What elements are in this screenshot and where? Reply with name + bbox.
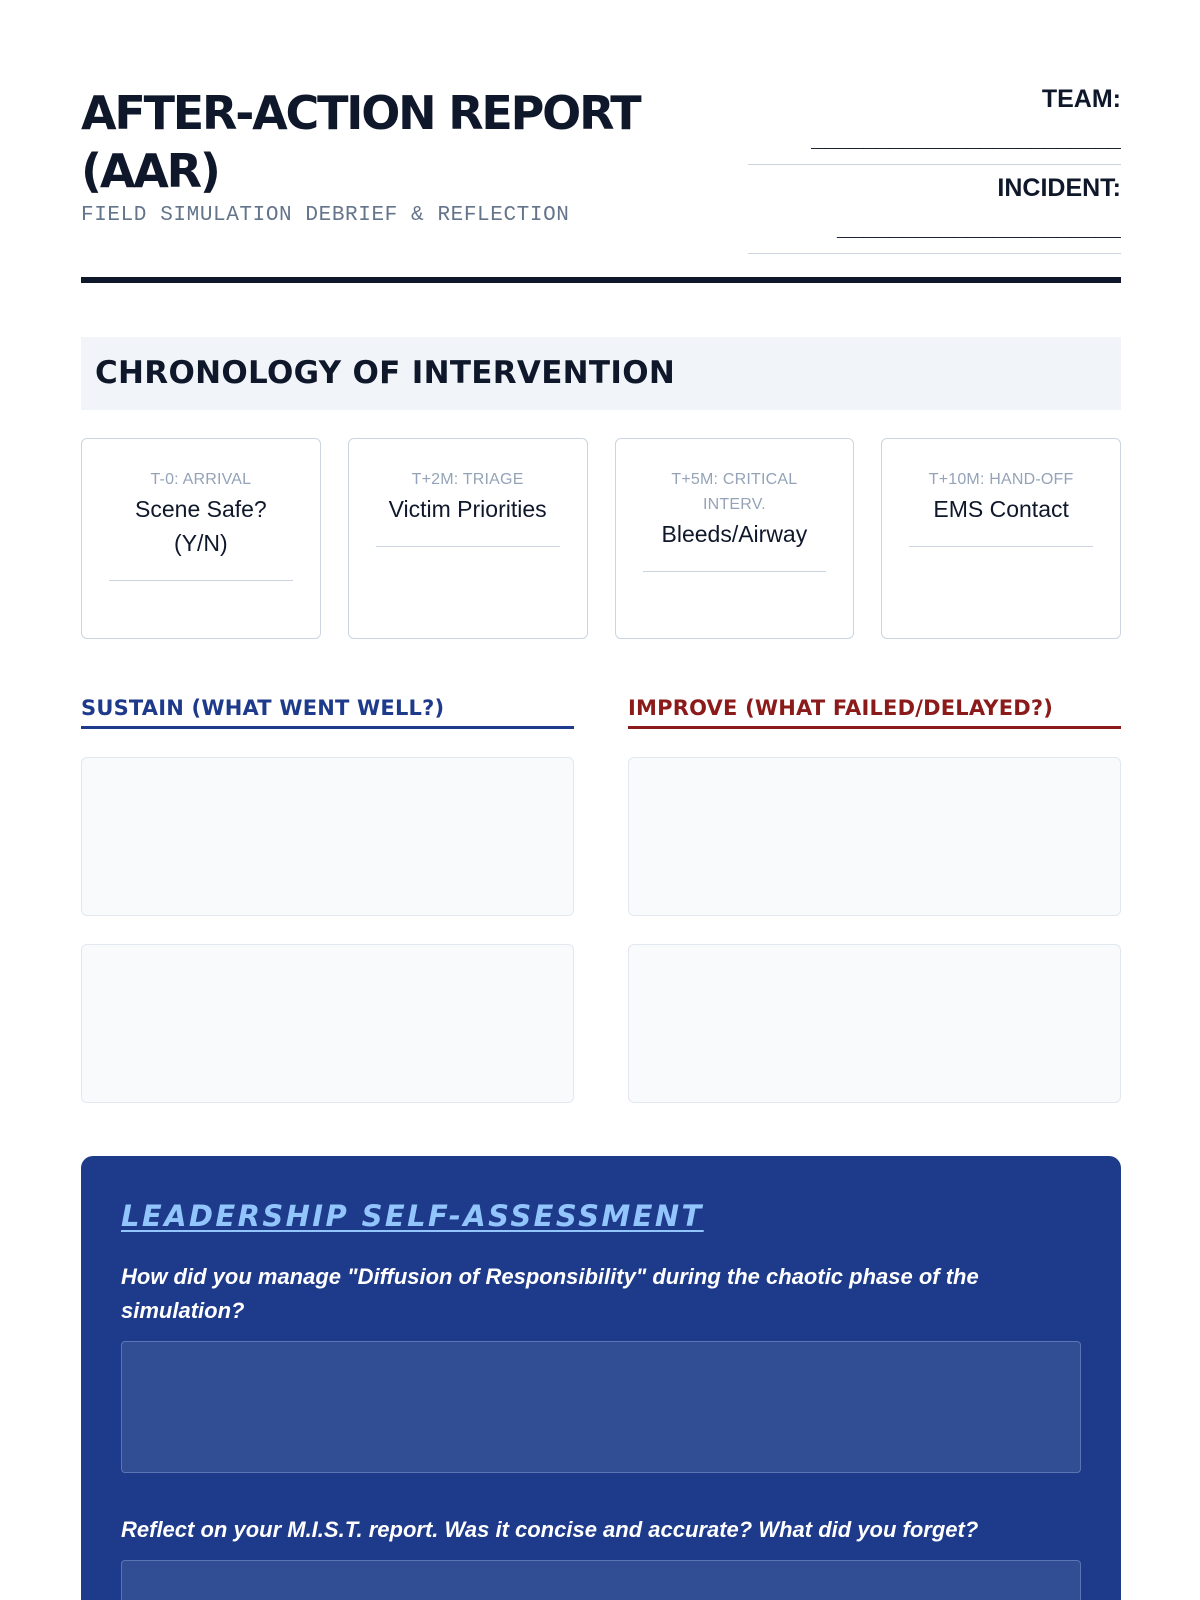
sustain-column	[81, 692, 574, 1103]
card-write-line[interactable]	[643, 571, 827, 572]
card-label: EMS Contact	[933, 496, 1069, 522]
incident-label: INCIDENT:	[997, 174, 1121, 202]
leadership-question-2: Reflect on your M.I.S.T. report. Was it concise and accurate? What did you forget?	[121, 1517, 979, 1542]
sustain-entry-1[interactable]	[81, 757, 574, 916]
report-subtitle: FIELD SIMULATION DEBRIEF & REFLECTION	[81, 204, 570, 227]
card-time-tag: T+10M: HAND-OFF	[928, 471, 1074, 488]
incident-blank[interactable]: ______________________	[837, 213, 1121, 241]
report-meta	[748, 84, 1121, 254]
sustain-heading: SUSTAIN (WHAT WENT WELL?)	[81, 692, 574, 729]
team-field[interactable]	[748, 84, 1121, 165]
aar-form	[81, 0, 1121, 1600]
leadership-question-1: How did you manage "Diffusion of Responsibility" during the chaotic phase of the simulation?	[121, 1264, 979, 1323]
improve-column	[628, 692, 1121, 1103]
card-label: Scene Safe? (Y/N)	[135, 496, 267, 556]
improve-entry-2[interactable]	[628, 944, 1121, 1103]
timeline-card-arrival[interactable]	[81, 438, 321, 639]
sustain-entry-2[interactable]	[81, 944, 574, 1103]
chronology-title: CHRONOLOGY OF INTERVENTION	[95, 355, 676, 391]
report-title: AFTER-ACTION REPORT (AAR)	[81, 86, 640, 198]
chronology-section-header	[81, 337, 1121, 410]
leadership-title: LEADERSHIP SELF-ASSESSMENT	[121, 1199, 704, 1233]
leadership-answer-1[interactable]	[121, 1341, 1081, 1473]
card-write-line[interactable]	[109, 580, 293, 581]
improve-heading: IMPROVE (WHAT FAILED/DELAYED?)	[628, 692, 1121, 729]
improve-entry-1[interactable]	[628, 757, 1121, 916]
timeline-card-handoff[interactable]	[881, 438, 1121, 639]
leadership-answer-2[interactable]	[121, 1560, 1081, 1600]
report-header	[81, 84, 1121, 284]
card-write-line[interactable]	[909, 546, 1093, 547]
chronology-timeline	[81, 438, 1121, 639]
incident-field[interactable]	[748, 173, 1121, 254]
team-label: TEAM:	[1041, 85, 1121, 113]
card-time-tag: T+5M: CRITICAL INTERV.	[671, 471, 798, 513]
card-label: Victim Priorities	[388, 496, 547, 522]
header-divider	[81, 277, 1121, 283]
card-time-tag: T+2M: TRIAGE	[411, 471, 524, 488]
card-time-tag: T-0: ARRIVAL	[150, 471, 252, 488]
leadership-panel	[81, 1156, 1121, 1600]
timeline-card-critical[interactable]	[615, 438, 855, 639]
timeline-card-triage[interactable]	[348, 438, 588, 639]
team-blank[interactable]: ________________________	[811, 124, 1121, 152]
card-write-line[interactable]	[376, 546, 560, 547]
card-label: Bleeds/Airway	[661, 521, 808, 547]
